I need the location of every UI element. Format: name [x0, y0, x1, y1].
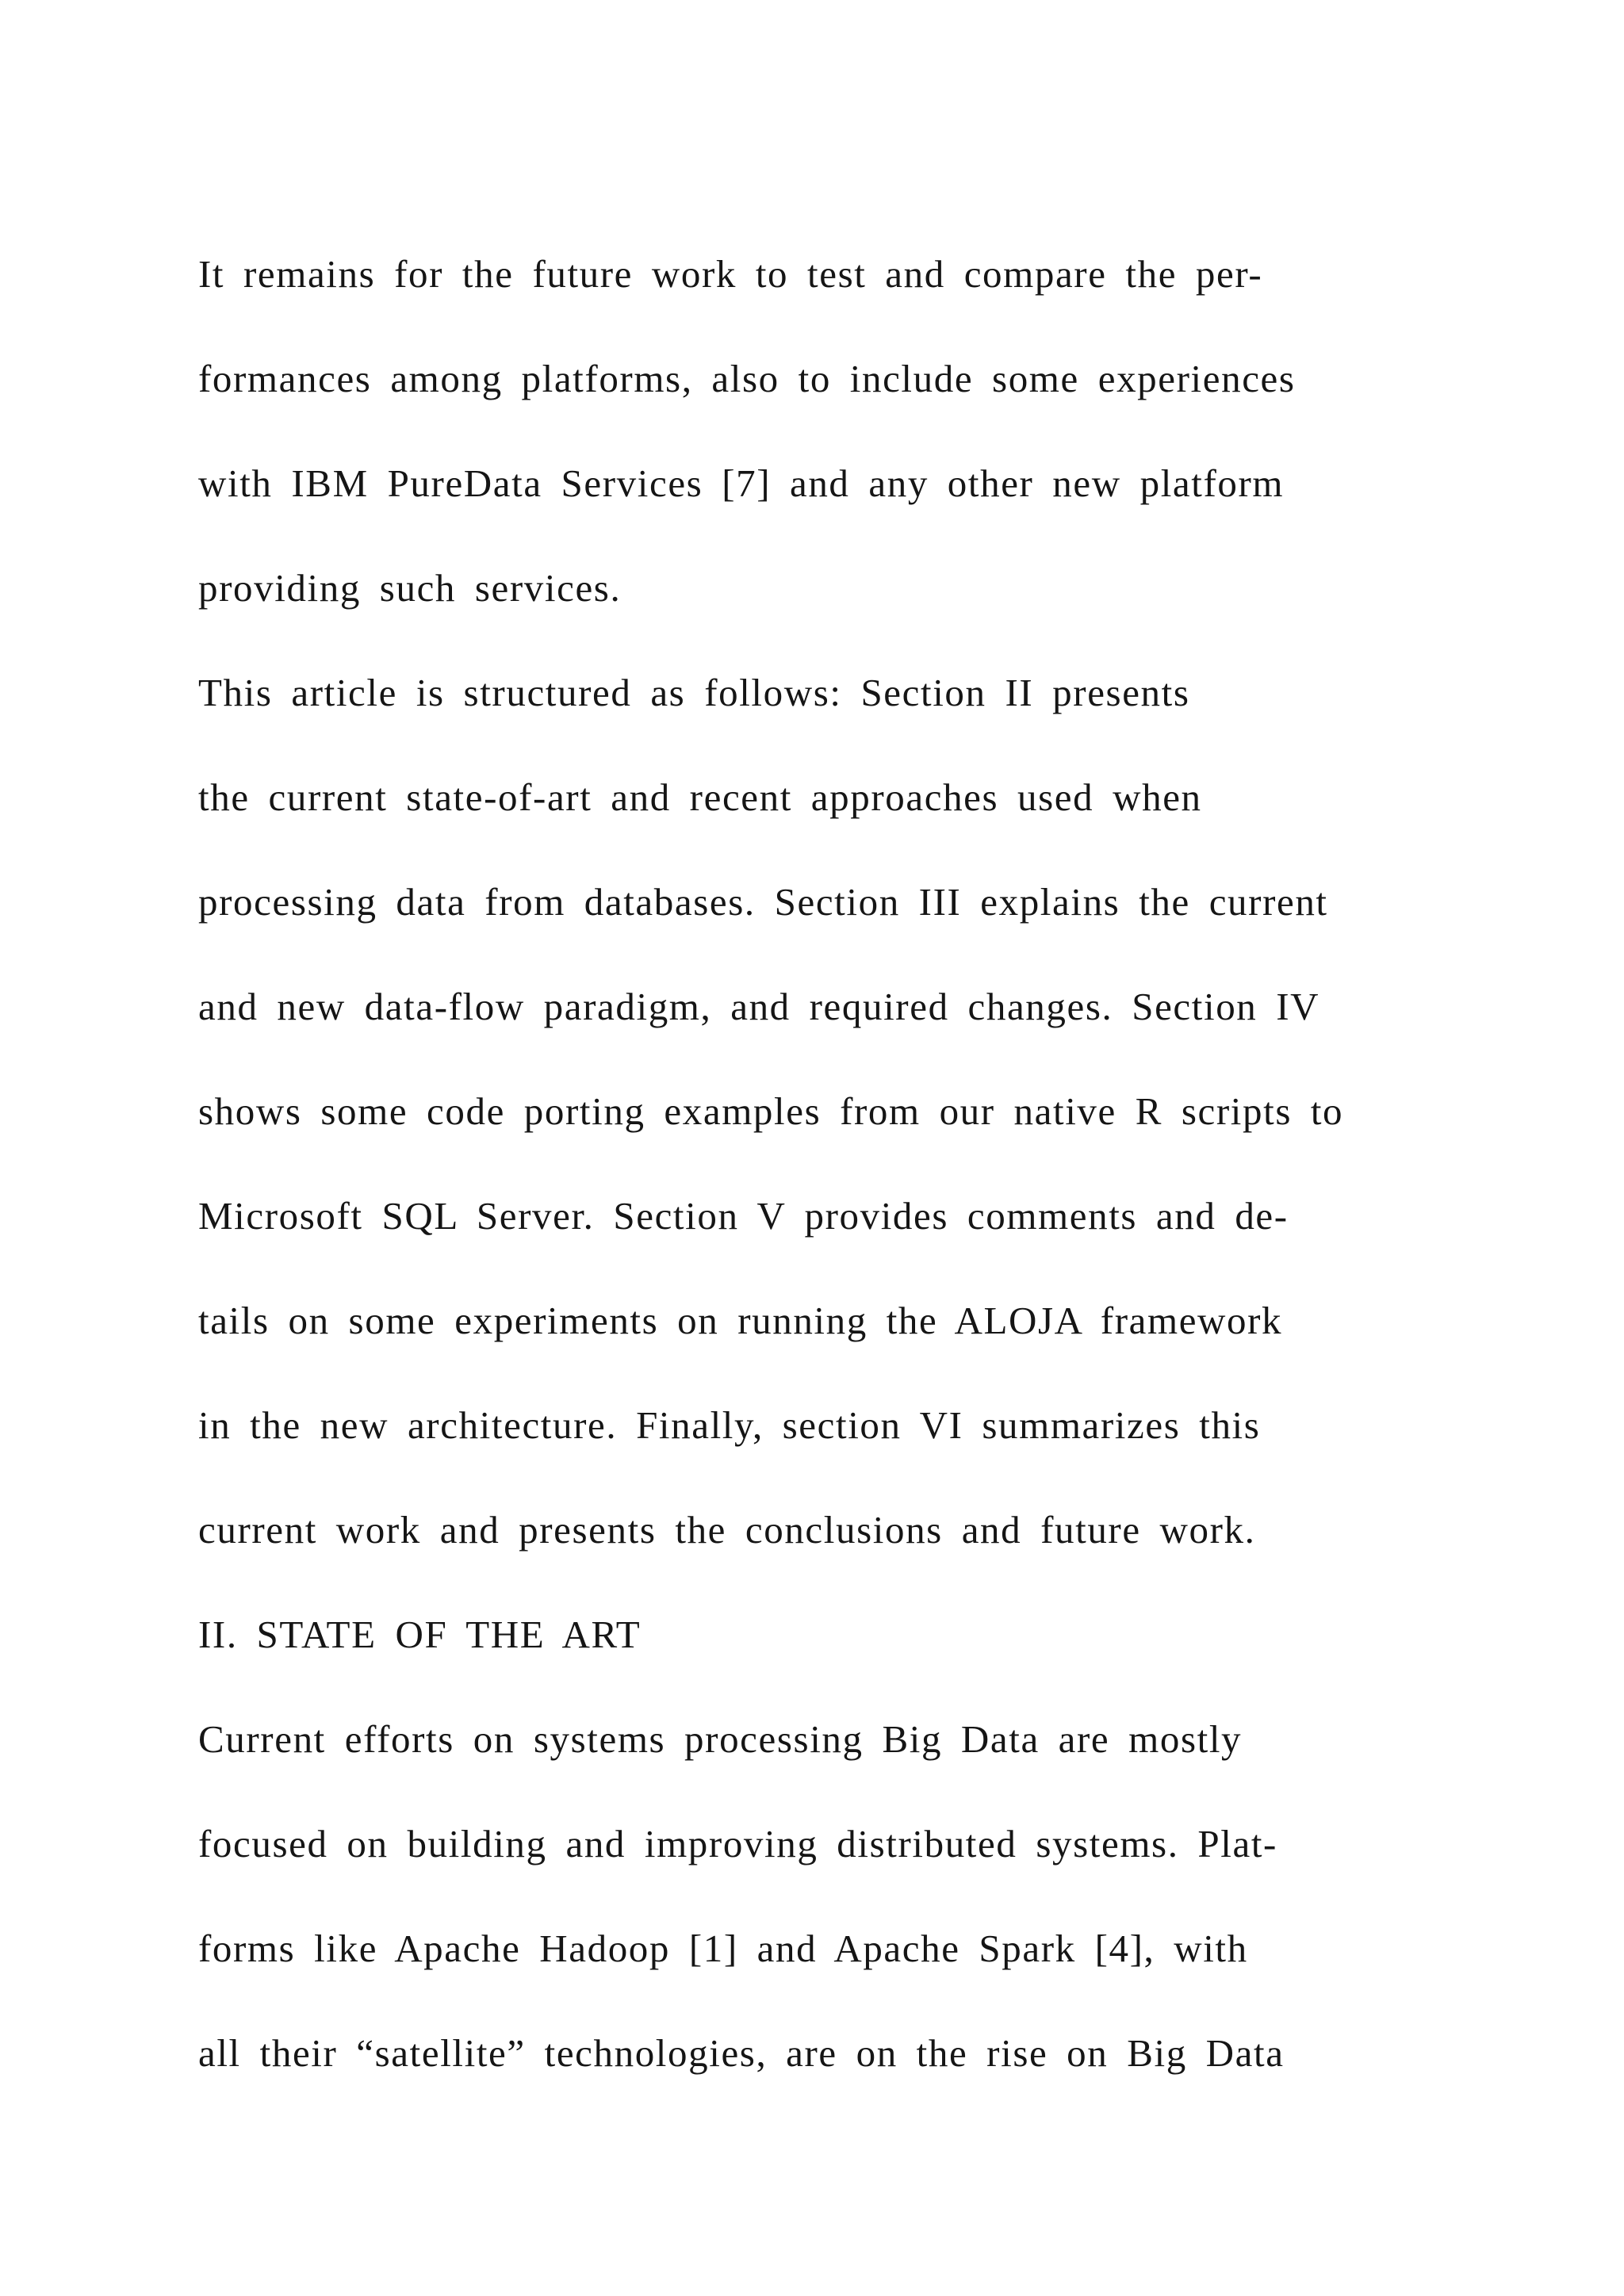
paragraph-2-line-8: in the new architecture. Finally, section VI summarizes this — [198, 1403, 1261, 1447]
paragraph-1-line-2: formances among platforms, also to include some experiences — [198, 357, 1296, 400]
paragraph-2-line-1: This article is structured as follows: Section II presents — [198, 671, 1190, 714]
paragraph-2-line-4: and new data-flow paradigm, and required changes. Section IV — [198, 985, 1320, 1028]
paragraph-2-line-5: shows some code porting examples from our native R scripts to — [198, 1089, 1344, 1133]
paragraph-2-line-3: processing data from databases. Section III explains the current — [198, 880, 1328, 924]
paragraph-1-line-4: providing such services. — [198, 566, 622, 610]
paragraph-1-line-3: with IBM PureData Services [7] and any other new platform — [198, 461, 1285, 505]
paragraph-2-line-2: the current state-of-art and recent approaches used when — [198, 775, 1202, 819]
paragraph-2-line-9: current work and presents the conclusions and future work. — [198, 1508, 1256, 1552]
section-paragraph-line-4: all their “satellite” technologies, are on the rise on Big Data — [198, 2031, 1285, 2075]
section-paragraph-line-1: Current efforts on systems processing Big Data are mostly — [198, 1717, 1243, 1761]
section-paragraph-line-3: forms like Apache Hadoop [1] and Apache Spark [4], with — [198, 1927, 1248, 1970]
paragraph-2-line-6: Microsoft SQL Server. Section V provides comments and de- — [198, 1194, 1289, 1238]
section-heading: II. STATE OF THE ART — [198, 1613, 642, 1656]
paragraph-2-line-7: tails on some experiments on running the ALOJA framework — [198, 1299, 1283, 1342]
paragraph-1-line-1: It remains for the future work to test and compare the per- — [198, 252, 1263, 296]
section-paragraph-line-2: focused on building and improving distributed systems. Plat- — [198, 1822, 1277, 1866]
